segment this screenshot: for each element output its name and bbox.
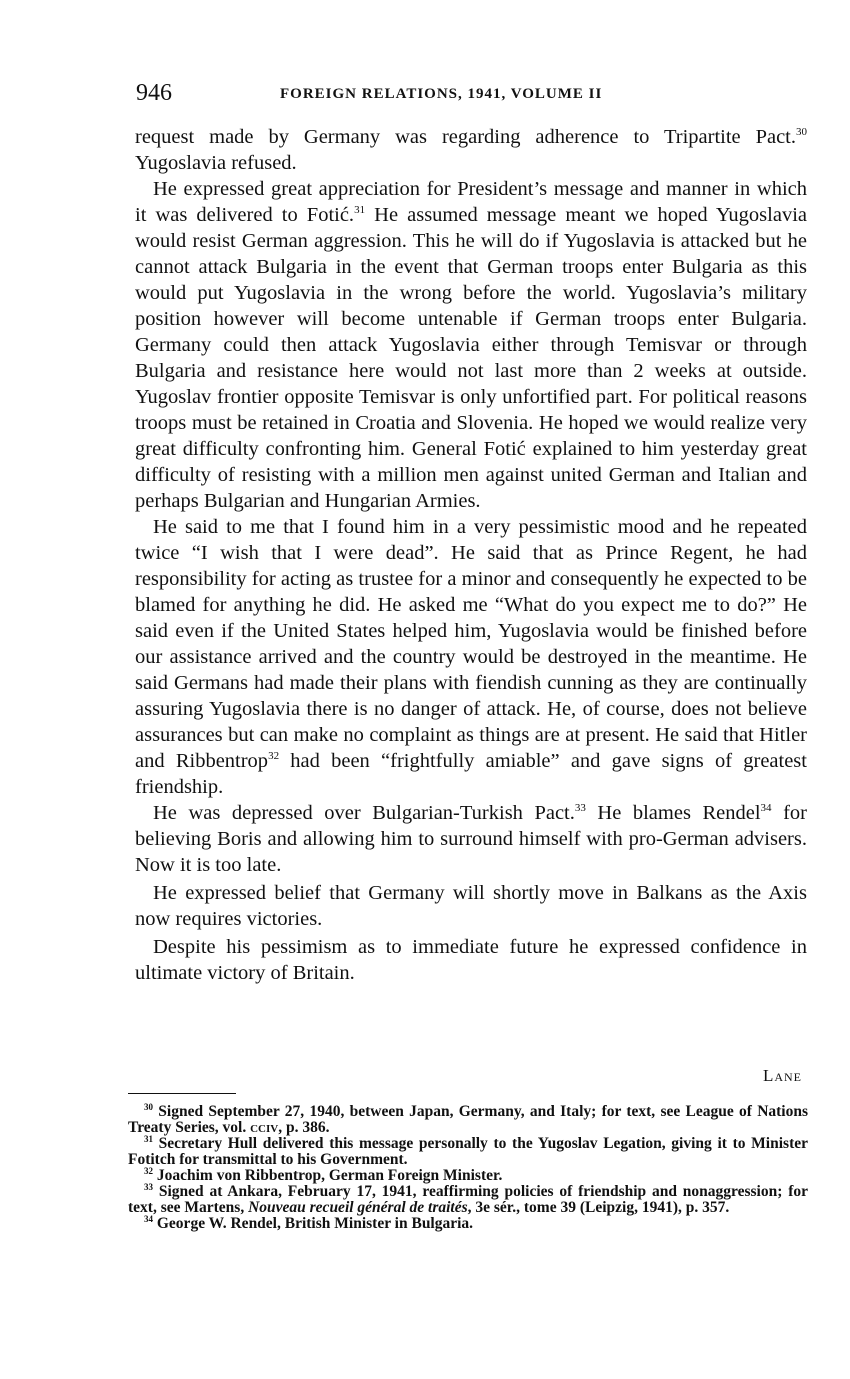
page-header bbox=[132, 80, 808, 110]
footnote-text: cciv bbox=[250, 1119, 279, 1136]
footnote bbox=[128, 1216, 808, 1232]
footnote-divider bbox=[128, 1093, 236, 1094]
footnote-text: Signed at Ankara, February 17, 1941, reaffirming policies of friendship and nonaggression; for text, see Martens, bbox=[128, 1183, 809, 1216]
footnote-text: Secretary Hull delivered this message personally to the Yugoslav Legation, giving it to Minister Fotitch for transmittal to his Government. bbox=[128, 1135, 808, 1168]
footnote-number: 34 bbox=[144, 1214, 153, 1224]
footnote-ref: 34 bbox=[760, 802, 772, 814]
footnote bbox=[128, 1184, 808, 1216]
paragraph-continuation bbox=[135, 124, 807, 176]
footnote-number: 33 bbox=[144, 1182, 153, 1192]
paragraph-text: He assumed message meant we hoped Yugoslavia would resist German aggression. This he will do if Yugoslavia is attacked but he cannot attack Bulgaria in the event that German troops enter Bulgaria as this would put Yugoslavia in the wrong before the world. Yugoslavia’s military position however will become untenable if German troops enter Bulgaria. Germany could then attack Yugoslavia either through Temisvar or through Bulgaria and resistance here would not last more than 2 weeks at outside. Yugoslav frontier opposite Temisvar is only unfortified part. For political reasons troops must be retained in Croatia and Slovenia. He hoped we would realize very great difficulty confronting him. General Fotić explained to him yesterday great difficulty of resisting with a million men against united German and Italian and perhaps Bulgarian and Hungarian Armies. bbox=[135, 204, 807, 512]
running-head: FOREIGN RELATIONS, 1941, VOLUME II bbox=[280, 86, 603, 102]
paragraph-text: He expressed great appreciation for President’s message and manner in which it was delivered to Fotić. bbox=[135, 178, 807, 226]
footnote-text: , p. 386. bbox=[278, 1119, 330, 1136]
footnote-text: Joachim von Ribbentrop, German Foreign Minister. bbox=[156, 1167, 503, 1184]
paragraph: Despite his pessimism as to immediate future he expressed confidence in ultimate victory of Britain. bbox=[135, 936, 807, 984]
footnote-ref: 32 bbox=[268, 750, 280, 762]
paragraph: He expressed belief that Germany will shortly move in Balkans as the Axis now requires victories. bbox=[135, 882, 807, 930]
paragraph-text: He said to me that I found him in a very pessimistic mood and he repeated twice “I wish that I were dead”. He said that as Prince Regent, he had responsibility for acting as trustee for a minor and consequently he expected to be blamed for anything he did. He asked me “What do you expect me to do?” He said even if the United States helped him, Yugoslavia would be finished before our assistance arrived and the country would be destroyed in the meantime. He said Germans had made their plans with fiendish cunning as they are continually assuring Yugoslavia there is no danger of attack. He, of course, does not believe assurances but can make no complaint as things are at present. He said that Hitler and Ribbentrop bbox=[135, 516, 807, 772]
footnote-ref: 31 bbox=[354, 204, 366, 216]
footnote bbox=[128, 1136, 808, 1168]
paragraph-text: had been “frightfully amiable” and gave signs of greatest friendship. bbox=[135, 750, 807, 798]
footnote bbox=[128, 1104, 808, 1136]
footnote-text: Nouveau recueil général de traités bbox=[248, 1199, 468, 1216]
paragraph-text: for believing Boris and allowing him to surround himself with pro-German advisers. Now it is too late. bbox=[135, 802, 807, 876]
footnote-text: George W. Rendel, British Minister in Bulgaria. bbox=[156, 1215, 474, 1232]
paragraph bbox=[135, 800, 807, 878]
footnote-number: 30 bbox=[144, 1102, 153, 1112]
paragraph-text: request made by Germany was regarding adherence to Tripartite Pact. bbox=[135, 126, 796, 148]
paragraph-text: Yugoslavia refused. bbox=[135, 152, 297, 174]
paragraph-text: He was depressed over Bulgarian-Turkish Pact. bbox=[153, 802, 575, 824]
footnote-ref: 30 bbox=[796, 126, 807, 138]
footnote-number: 32 bbox=[144, 1166, 153, 1176]
footnotes bbox=[128, 1104, 808, 1232]
footnote-text: , 3e sér., tome 39 (Leipzig, 1941), p. 357. bbox=[467, 1199, 730, 1216]
body-text bbox=[135, 124, 807, 986]
signature: Lane bbox=[762, 1066, 802, 1085]
footnote-number: 31 bbox=[144, 1134, 153, 1144]
footnote-ref: 33 bbox=[574, 802, 586, 814]
paragraph bbox=[135, 514, 807, 800]
paragraph bbox=[135, 176, 807, 514]
footnote-text: Signed September 27, 1940, between Japan, Germany, and Italy; for text, see League of Nations Treaty Series, vol. bbox=[128, 1103, 809, 1136]
footnote bbox=[128, 1168, 808, 1184]
page-number: 946 bbox=[136, 80, 172, 106]
paragraph-text: He blames Rendel bbox=[585, 802, 761, 824]
